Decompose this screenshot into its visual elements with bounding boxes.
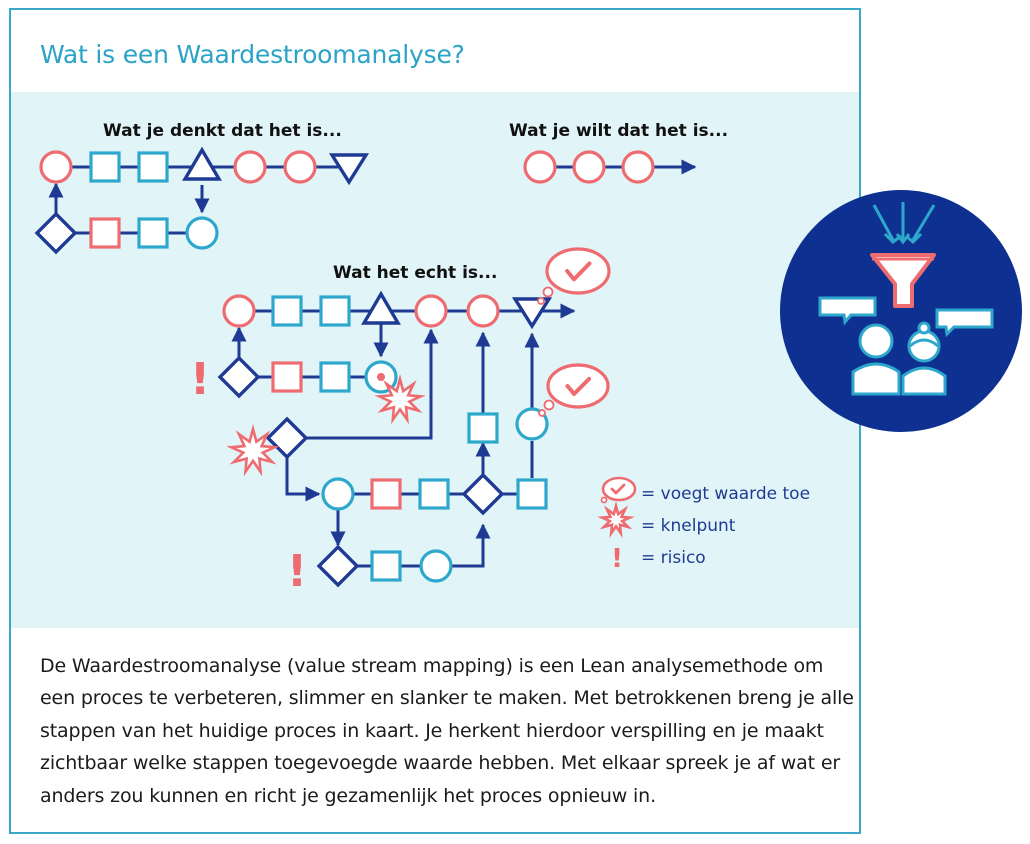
incoming-arrow-icon bbox=[874, 205, 893, 240]
person-hair-icon bbox=[910, 340, 938, 346]
person-hair-bun-icon bbox=[919, 323, 929, 333]
risk-mark-1: ! bbox=[189, 354, 211, 405]
arrowhead-icon bbox=[906, 234, 921, 242]
arrowhead-icon bbox=[885, 234, 901, 242]
label-what-you-think: Wat je denkt dat het is... bbox=[103, 121, 342, 141]
info-card bbox=[9, 8, 861, 834]
arrowhead-icon bbox=[897, 234, 909, 242]
label-what-you-want: Wat je wilt dat het is... bbox=[509, 121, 729, 141]
page-title: Wat is een Waardestroomanalyse? bbox=[40, 40, 465, 69]
label-what-it-really-is: Wat het echt is... bbox=[333, 263, 498, 283]
legend-exclamation-icon: ! bbox=[611, 544, 623, 574]
diagram-panel bbox=[11, 92, 859, 628]
legend-bottleneck-text: = knelpunt bbox=[641, 516, 736, 536]
speech-bubble-right-icon bbox=[937, 310, 992, 334]
incoming-arrow-icon bbox=[913, 205, 934, 240]
description-text: De Waardestroomanalyse (value stream mapping) is een Lean analysemethode om een proces te verbeteren, slimmer en slanker te maken. Met betrokkenen breng je alle stappen van het huidige proces in kaart. Je herkent hierdoor verspilling en je maakt zichtbaar welke stappen toegevoegde waarde hebben. Met elkaar spreek je af wat er anders zou kunnen en richt je gezamenlijk het proces opnieuw in. bbox=[40, 655, 854, 807]
legend-risk-text: = risico bbox=[641, 548, 706, 568]
person-head-icon bbox=[860, 325, 892, 357]
person-head-icon bbox=[909, 331, 939, 361]
legend-value-text: = voegt waarde toe bbox=[641, 484, 811, 504]
person-body-icon bbox=[903, 368, 945, 394]
funnel-icon bbox=[872, 255, 934, 306]
risk-mark-2: ! bbox=[286, 546, 308, 597]
